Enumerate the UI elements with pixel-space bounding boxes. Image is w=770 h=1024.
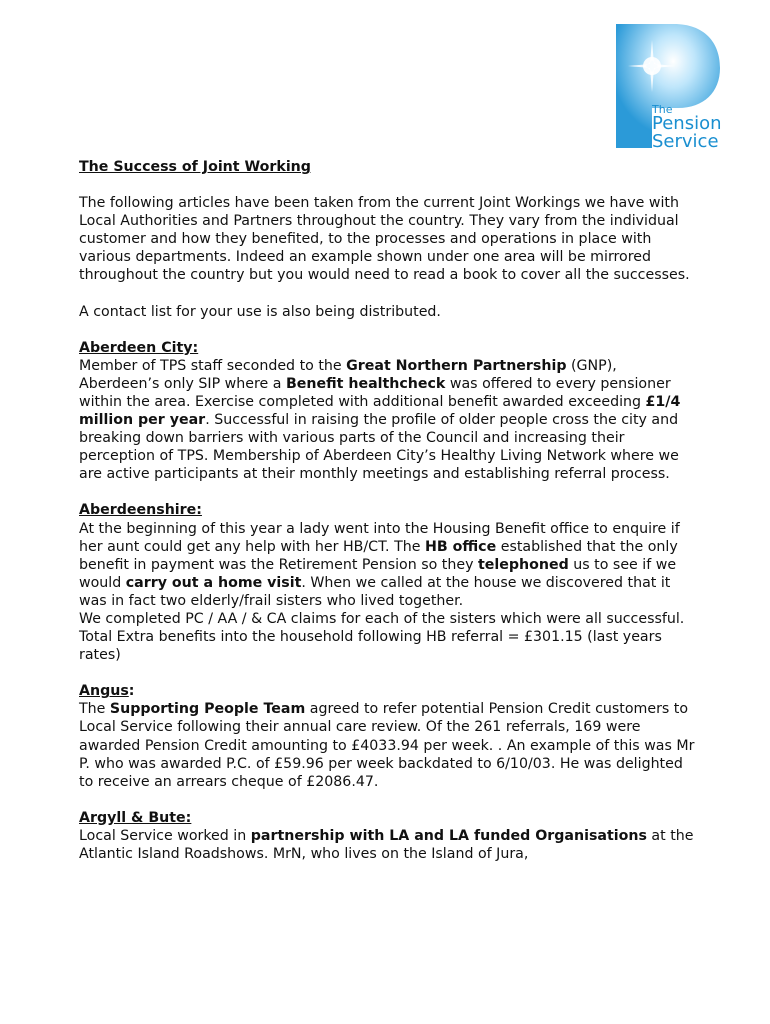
logo-the-text: The: [652, 103, 673, 116]
logo-pension-text: Pension: [652, 113, 722, 134]
document-body: [79, 158, 699, 863]
aberdeenshire-claims-line: We completed PC / AA / & CA claims for each of the sisters which were all successful.: [79, 610, 685, 627]
contact-paragraph: A contact list for your use is also being distributed.: [79, 303, 441, 320]
section-heading-angus: Angus:: [79, 683, 135, 700]
logo-service-text: Service: [652, 131, 719, 152]
page-title: The Success of Joint Working: [79, 159, 311, 175]
section-heading-argyll-bute: Argyll & Bute:: [79, 809, 192, 826]
angus-paragraph: The Supporting People Team agreed to refer potential Pension Credit customers to Local Service following their annual care review. Of the 261 referrals, 169 were awarded Pension Credit amounting to £4033.94 per week. . An example of this was Mr P. who was awarded P.C. of £59.96 per week backdated to 6/10/03. He was delighted to receive an arrears cheque of £2086.47.: [79, 701, 695, 790]
aberdeenshire-total-line: Total Extra benefits into the household following HB referral = £301.15 (last years rates): [79, 629, 662, 664]
intro-paragraph: The following articles have been taken from the current Joint Workings we have with Local Authorities and Partners throughout the country. They vary from the individual customer and how they benefited, to the processes and operations in place with various departments. Indeed an example shown under one area will be mirrored throughout the country but you would need to read a book to cover all the successes.: [79, 195, 690, 284]
argyll-paragraph: Local Service worked in partnership with LA and LA funded Organisations at the Atlantic Island Roadshows. MrN, who lives on the Island of Jura,: [79, 827, 694, 862]
aberdeenshire-paragraph: At the beginning of this year a lady went into the Housing Benefit office to enquire if her aunt could get any help with her HB/CT. The HB office established that the only benefit in payment was the Retirement Pension so they telephoned us to see if we would carry out a home visit. When we called at the house we discovered that it was in fact two elderly/frail sisters who lived together.: [79, 520, 680, 609]
section-heading-aberdeenshire: Aberdeenshire:: [79, 502, 202, 519]
aberdeen-city-paragraph: Member of TPS staff seconded to the Great Northern Partnership (GNP), Aberdeen’s only SIP where a Benefit healthcheck was offered to every pensioner within the area. Exercise completed with additional benefit awarded exceeding £1/4 million per year. Successful in raising the profile of older people cross the city and breaking down barriers with various parts of the Council and increasing their perception of TPS. Membership of Aberdeen City’s Healthy Living Network where we are active participants at their monthly meetings and establishing referral process.: [79, 357, 681, 483]
section-heading-aberdeen-city: Aberdeen City:: [79, 339, 199, 356]
